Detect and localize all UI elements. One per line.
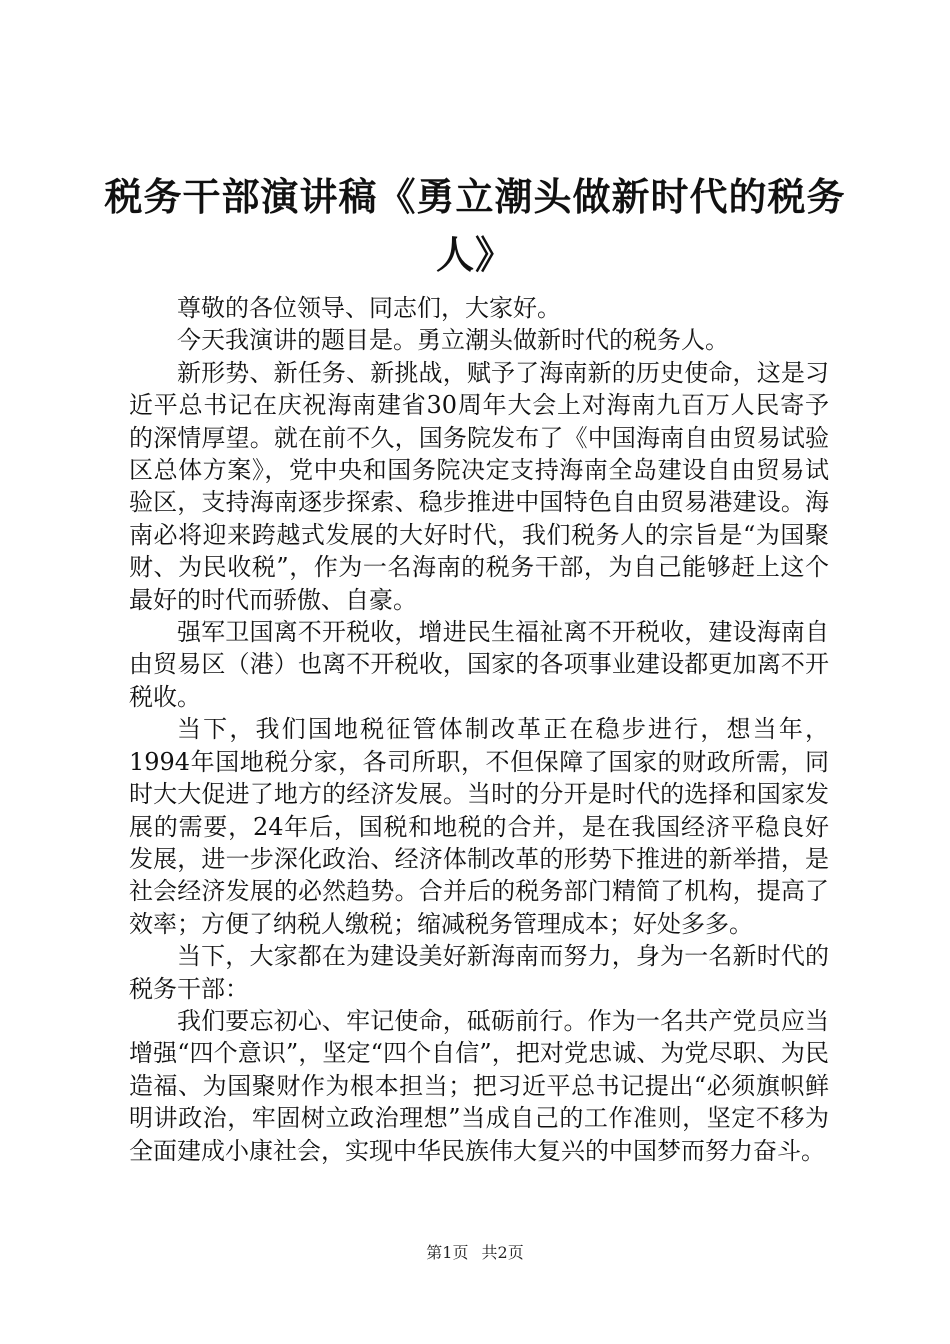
document-body (129, 292, 829, 1167)
page-footer (0, 1243, 950, 1263)
page-number-total: 共2页 (481, 1243, 524, 1262)
paragraph-commitment: 我们要忘初心、牢记使命，砥砺前行。作为一名共产党员应当增强“四个意识”，坚定“四个自信”，把对党忠诚、为党尽职、为民造福、为国聚财作为根本担当；把习近平总书记提出“必须旗帜鲜明讲政治，牢固树立政治理想”当成自己的工作准则，坚定不移为全面建成小康社会，实现中华民族伟大复兴的中国梦而努力奋斗。 (129, 1006, 829, 1165)
paragraph-reform: 当下，我们国地税征管体制改革正在稳步进行，想当年，1994年国地税分家，各司所职，不但保障了国家的财政所需，同时大大促进了地方的经济发展。当时的分开是时代的选择和国家发展的需要，24年后，国税和地税的合并，是在我国经济平稳良好发展，进一步深化政治、经济体制改革的形势下推进的新举措，是社会经济发展的必然趋势。合并后的税务部门精简了机构，提高了效率；方便了纳税人缴税；缩减税务管理成本；好处多多。 (129, 715, 829, 938)
paragraph-present: 当下，大家都在为建设美好新海南而努力，身为一名新时代的税务干部： (129, 942, 829, 1003)
paragraph-mission: 新形势、新任务、新挑战，赋予了海南新的历史使命，这是习近平总书记在庆祝海南建省30周年大会上对海南九百万人民寄予的深情厚望。就在前不久，国务院发布了《中国海南自由贸易试验区总体方案》，党中央和国务院决定支持海南全岛建设自由贸易试验区，支持海南逐步探索、稳步推进中国特色自由贸易港建设。海南必将迎来跨越式发展的大好时代，我们税务人的宗旨是“为国聚财、为民收税”，作为一名海南的税务干部，为自己能够赶上这个最好的时代而骄傲、自豪。 (129, 358, 829, 614)
page-title: 税务干部演讲稿《勇立潮头做新时代的税务人》 (104, 174, 846, 277)
paragraph-taxation: 强军卫国离不开税收，增进民生福祉离不开税收，建设海南自由贸易区（港）也离不开税收，国家的各项事业建设都更加离不开税收。 (129, 618, 829, 711)
paragraph-greeting: 尊敬的各位领导、同志们，大家好。 (177, 294, 561, 322)
paragraph-topic: 今天我演讲的题目是。勇立潮头做新时代的税务人。 (177, 326, 729, 355)
page-number-current: 第1页 (426, 1243, 469, 1262)
